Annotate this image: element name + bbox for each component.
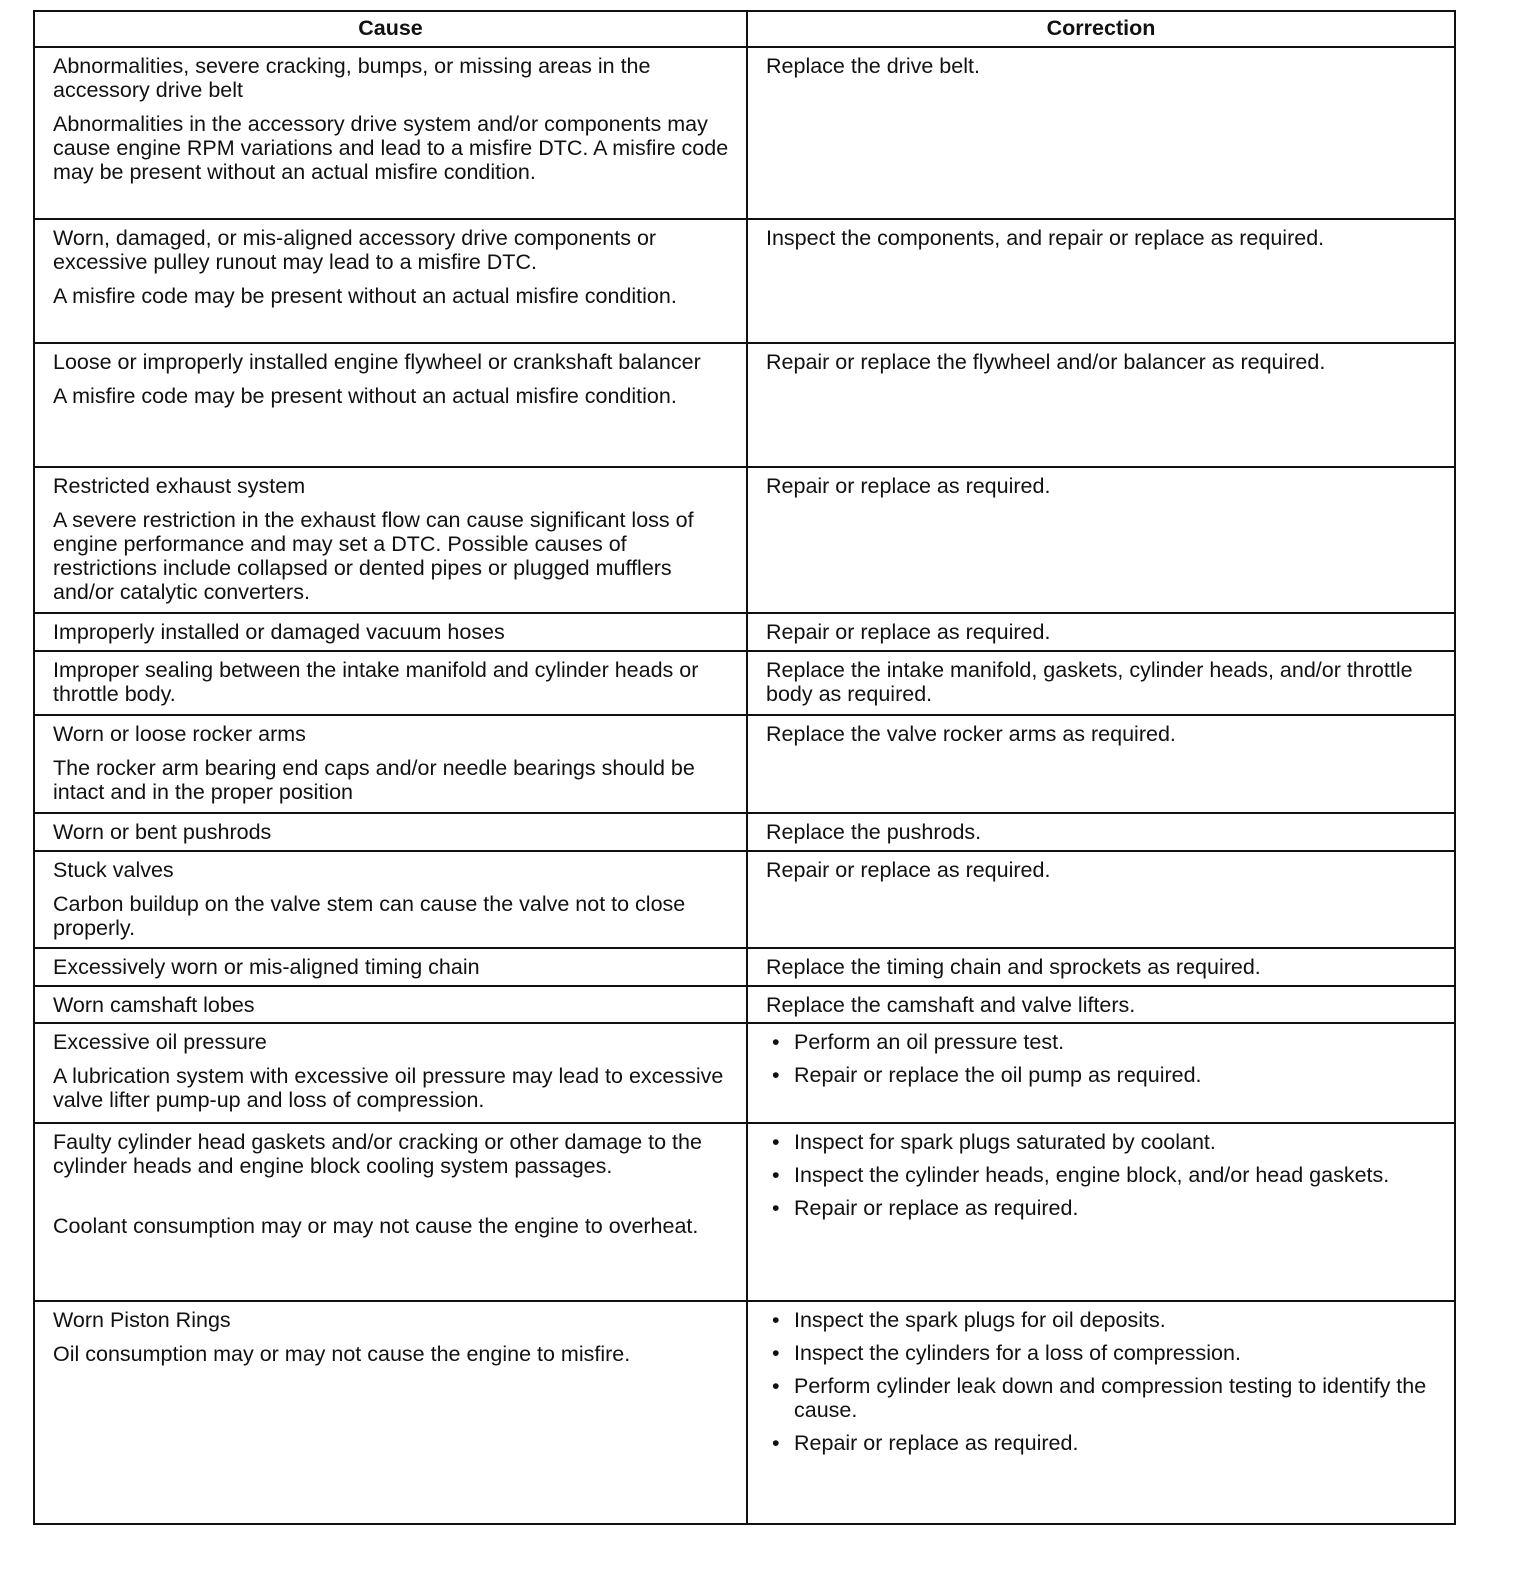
cause-cell bbox=[34, 1123, 747, 1301]
cause-correction-table bbox=[33, 10, 1456, 1525]
correction-cell bbox=[747, 467, 1455, 613]
correction-text: Repair or replace as required. bbox=[766, 474, 1051, 498]
correction-text: Repair or replace as required. bbox=[766, 620, 1051, 644]
correction-text: Inspect the components, and repair or replace as required. bbox=[766, 226, 1325, 250]
correction-cell bbox=[747, 47, 1455, 219]
correction-text: Replace the camshaft and valve lifters. bbox=[766, 993, 1136, 1017]
table-row bbox=[34, 47, 1455, 219]
cause-title: Excessive oil pressure bbox=[53, 1030, 267, 1054]
correction-list bbox=[766, 1308, 1442, 1455]
cause-title: Improperly installed or damaged vacuum hoses bbox=[53, 620, 505, 644]
cause-cell bbox=[34, 948, 747, 986]
correction-cell bbox=[747, 1023, 1455, 1123]
cause-note: The rocker arm bearing end caps and/or needle bearings should be intact and in the proper position bbox=[53, 756, 695, 804]
correction-step: • Repair or replace as required. bbox=[794, 1196, 1442, 1220]
cause-title: Faulty cylinder head gaskets and/or cracking or other damage to the cylinder heads and engine block cooling system passages. bbox=[53, 1130, 702, 1178]
correction-text: Replace the timing chain and sprockets as required. bbox=[766, 955, 1261, 979]
correction-cell bbox=[747, 715, 1455, 813]
correction-cell bbox=[747, 343, 1455, 467]
table-row bbox=[34, 813, 1455, 851]
cause-cell bbox=[34, 1023, 747, 1123]
cause-cell bbox=[34, 613, 747, 651]
cause-title: Worn or bent pushrods bbox=[53, 820, 272, 844]
header-correction: Correction bbox=[747, 11, 1455, 47]
cause-cell bbox=[34, 851, 747, 948]
cause-note: Carbon buildup on the valve stem can cause the valve not to close properly. bbox=[53, 892, 686, 940]
cause-cell bbox=[34, 651, 747, 715]
cause-cell bbox=[34, 986, 747, 1023]
correction-step: • Inspect the cylinder heads, engine block, and/or head gaskets. bbox=[794, 1163, 1442, 1187]
cause-title: Abnormalities, severe cracking, bumps, or missing areas in the accessory drive belt bbox=[53, 54, 651, 102]
cause-title: Worn Piston Rings bbox=[53, 1308, 231, 1332]
correction-cell bbox=[747, 948, 1455, 986]
table-row bbox=[34, 343, 1455, 467]
correction-cell bbox=[747, 813, 1455, 851]
correction-text: Replace the drive belt. bbox=[766, 54, 980, 78]
header-row bbox=[34, 11, 1455, 47]
table-row bbox=[34, 851, 1455, 948]
correction-step: • Repair or replace the oil pump as required. bbox=[794, 1063, 1442, 1087]
correction-list bbox=[766, 1030, 1442, 1087]
cause-cell bbox=[34, 219, 747, 343]
cause-cell bbox=[34, 47, 747, 219]
cause-note: Abnormalities in the accessory drive system and/or components may cause engine RPM variations and lead to a misfire DTC. A misfire code may be present without an actual misfire condition. bbox=[53, 112, 729, 184]
table-row bbox=[34, 715, 1455, 813]
table-row bbox=[34, 986, 1455, 1023]
cause-title: Restricted exhaust system bbox=[53, 474, 306, 498]
correction-cell bbox=[747, 219, 1455, 343]
table-row bbox=[34, 613, 1455, 651]
cause-note: A misfire code may be present without an actual misfire condition. bbox=[53, 384, 677, 408]
table-body bbox=[34, 47, 1455, 1524]
correction-text: Repair or replace the flywheel and/or balancer as required. bbox=[766, 350, 1326, 374]
cause-note: Coolant consumption may or may not cause the engine to overheat. bbox=[53, 1214, 699, 1238]
table-row bbox=[34, 1123, 1455, 1301]
cause-cell bbox=[34, 1301, 747, 1524]
cause-title: Excessively worn or mis-aligned timing chain bbox=[53, 955, 480, 979]
correction-cell bbox=[747, 851, 1455, 948]
cause-note: Oil consumption may or may not cause the engine to misfire. bbox=[53, 1342, 631, 1366]
cause-cell bbox=[34, 467, 747, 613]
table-row bbox=[34, 1301, 1455, 1524]
cause-title: Worn, damaged, or mis-aligned accessory drive components or excessive pulley runout may lead to a misfire DTC. bbox=[53, 226, 657, 274]
correction-list bbox=[766, 1130, 1442, 1220]
table-row bbox=[34, 467, 1455, 613]
correction-cell bbox=[747, 1123, 1455, 1301]
cause-title: Worn or loose rocker arms bbox=[53, 722, 306, 746]
correction-text: Replace the valve rocker arms as required. bbox=[766, 722, 1176, 746]
cause-title: Loose or improperly installed engine flywheel or crankshaft balancer bbox=[53, 350, 701, 374]
cause-title: Stuck valves bbox=[53, 858, 174, 882]
correction-step: • Inspect for spark plugs saturated by coolant. bbox=[794, 1130, 1442, 1154]
cause-title: Improper sealing between the intake manifold and cylinder heads or throttle body. bbox=[53, 658, 699, 706]
correction-step: • Perform an oil pressure test. bbox=[794, 1030, 1442, 1054]
cause-note: A severe restriction in the exhaust flow can cause significant loss of engine performance and may set a DTC. Possible causes of restrictions include collapsed or dented pipes or plugged mufflers and/or catalytic converters. bbox=[53, 508, 694, 604]
cause-note: A misfire code may be present without an actual misfire condition. bbox=[53, 284, 677, 308]
correction-step: • Inspect the cylinders for a loss of compression. bbox=[794, 1341, 1442, 1365]
table-row bbox=[34, 651, 1455, 715]
table-row bbox=[34, 1023, 1455, 1123]
correction-cell bbox=[747, 1301, 1455, 1524]
table-row bbox=[34, 219, 1455, 343]
correction-text: Replace the pushrods. bbox=[766, 820, 982, 844]
correction-text: Replace the intake manifold, gaskets, cylinder heads, and/or throttle body as required. bbox=[766, 658, 1413, 706]
correction-step: • Repair or replace as required. bbox=[794, 1431, 1442, 1455]
cause-title: Worn camshaft lobes bbox=[53, 993, 255, 1017]
correction-step: • Inspect the spark plugs for oil deposits. bbox=[794, 1308, 1442, 1332]
correction-cell bbox=[747, 651, 1455, 715]
correction-text: Repair or replace as required. bbox=[766, 858, 1051, 882]
header-cause: Cause bbox=[34, 11, 747, 47]
table-row bbox=[34, 948, 1455, 986]
correction-cell bbox=[747, 986, 1455, 1023]
correction-step: • Perform cylinder leak down and compression testing to identify the cause. bbox=[794, 1374, 1442, 1422]
cause-cell bbox=[34, 813, 747, 851]
cause-note: A lubrication system with excessive oil pressure may lead to excessive valve lifter pump-up and loss of compression. bbox=[53, 1064, 724, 1112]
cause-cell bbox=[34, 343, 747, 467]
cause-cell bbox=[34, 715, 747, 813]
correction-cell bbox=[747, 613, 1455, 651]
